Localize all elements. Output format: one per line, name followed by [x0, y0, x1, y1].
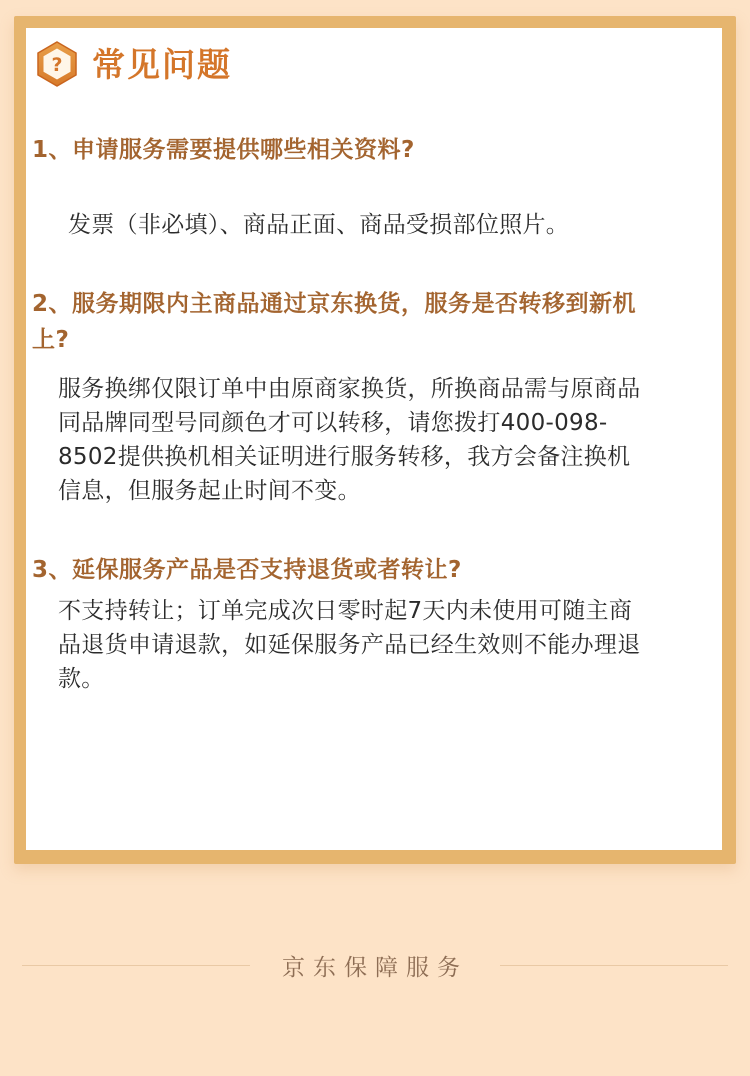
question-hexagon-icon	[34, 40, 80, 88]
faq-answer-2: 服务换绑仅限订单中由原商家换货，所换商品需与原商品同品牌同型号同颜色才可以转移，请您拨打400-098-8502提供换机相关证明进行服务转移，我方会备注换机信息，但服务起止时间不变。	[58, 376, 641, 504]
faq-question-3: 3、延保服务产品是否支持退货或者转让?	[32, 557, 462, 583]
faq-title: 常见问题	[92, 44, 232, 84]
faq-header	[34, 38, 232, 90]
footer	[22, 948, 728, 982]
footer-divider-right	[500, 965, 728, 966]
faq-question-2: 2、服务期限内主商品通过京东换货，服务是否转移到新机上?	[32, 291, 637, 353]
footer-brand-text: 京东保障服务	[282, 954, 468, 981]
faq-answer-1: 发票（非必填）、商品正面、商品受损部位照片。	[68, 212, 570, 238]
faq-answer-3: 不支持转让；订单完成次日零时起7天内未使用可随主商品退货申请退款，如延保服务产品已经生效则不能办理退款。	[58, 598, 641, 692]
faq-question-1: 1、申请服务需要提供哪些相关资料?	[32, 137, 415, 163]
svg-text:?: ?	[51, 54, 63, 76]
footer-divider-left	[22, 965, 250, 966]
